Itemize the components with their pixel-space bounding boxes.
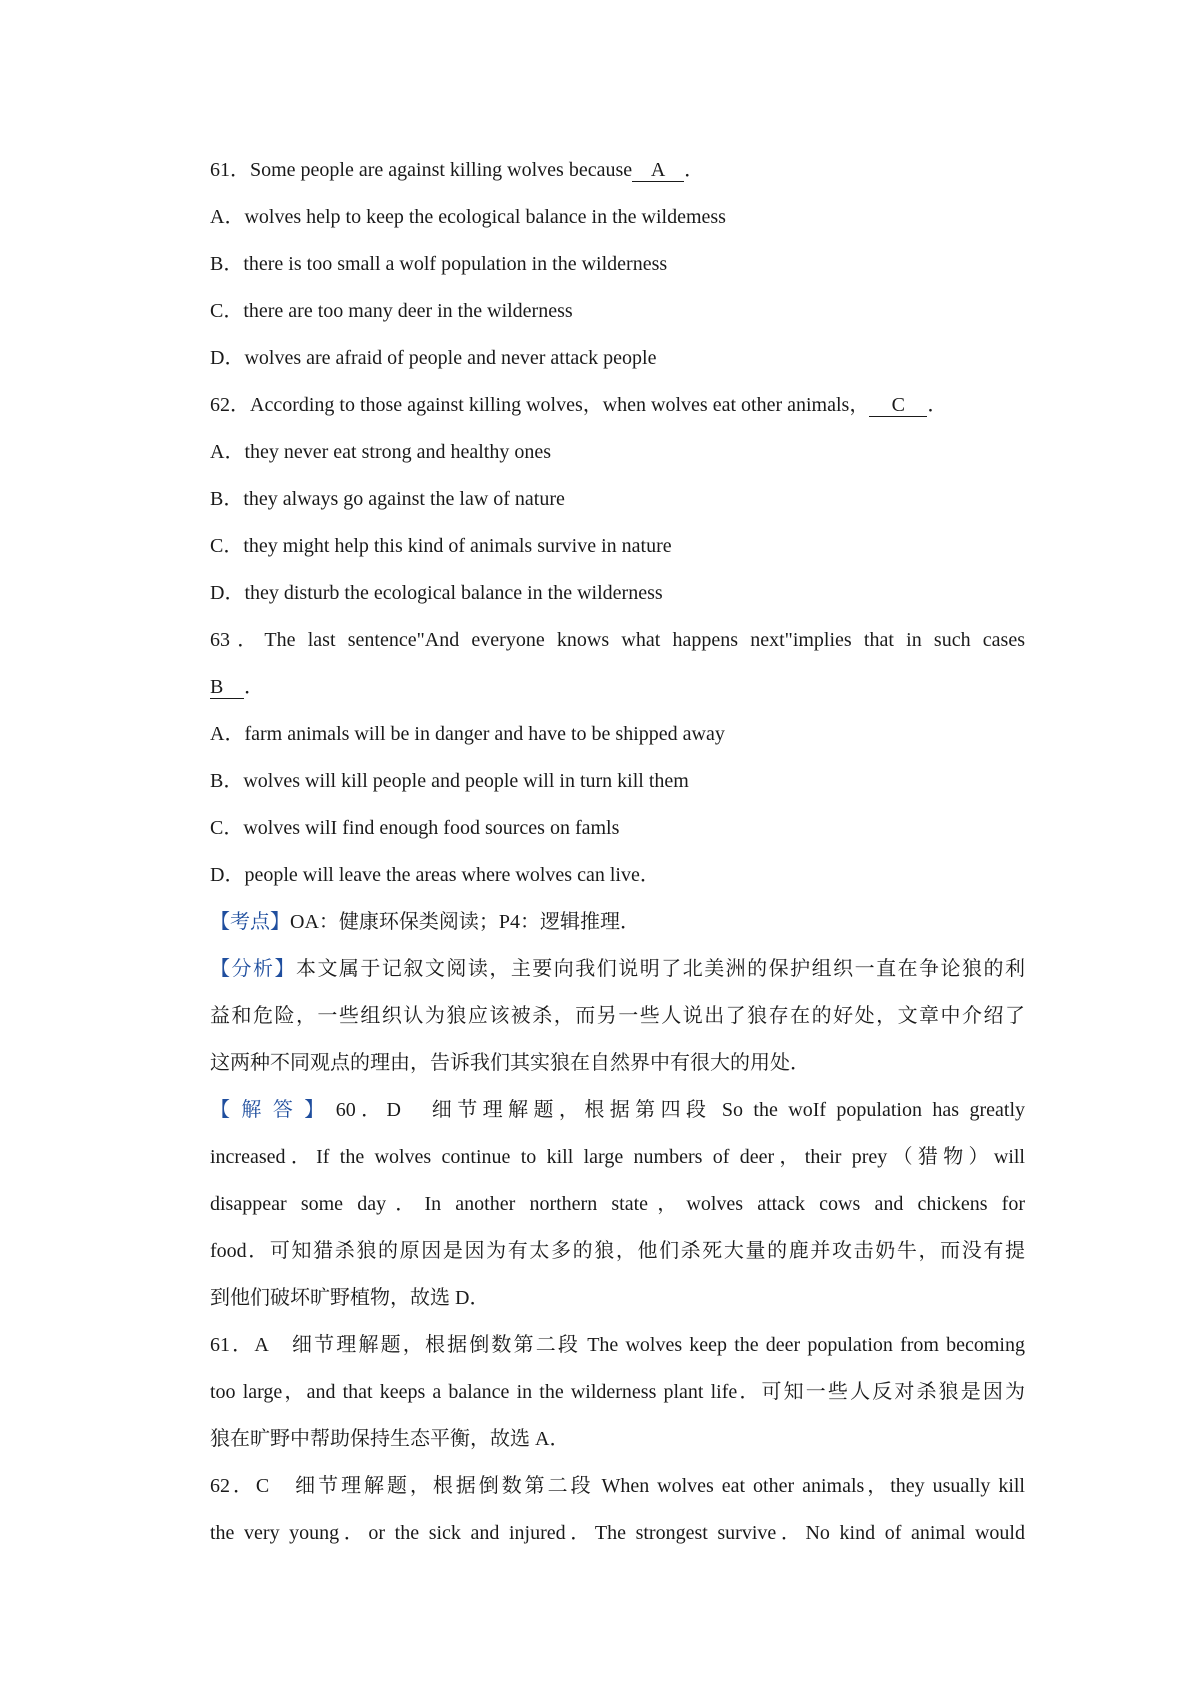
question-63-option-b: B．wolves will kill people and people will in turn kill them	[210, 770, 689, 792]
question-62-end: ．	[927, 394, 948, 416]
fenxi-section	[210, 955, 1025, 983]
answer-60-line-2: increased．If the wolves continue to kill large numbers of deer，their prey（猎物）will	[210, 1146, 1025, 1168]
kaodian-section	[210, 908, 1025, 936]
fenxi-line-2: 益和危险，一些组织认为狼应该被杀，而另一些人说出了狼存在的好处，文章中介绍了	[210, 1005, 1025, 1027]
question-63-option-c: C．wolves wilI find enough food sources on famls	[210, 817, 620, 839]
kaodian-tag: 【考点】	[210, 911, 290, 933]
question-61-option-d: D．wolves are afraid of people and never attack people	[210, 347, 657, 369]
question-61-option-b: B．there is too small a wolf population in the wilderness	[210, 253, 668, 275]
answer-61-line-3: 狼在旷野中帮助保持生态平衡，故选 A．	[210, 1428, 570, 1450]
jieda-tag: 【解答】	[210, 1099, 336, 1121]
question-62-option-b: B．they always go against the law of nature	[210, 488, 565, 510]
question-62-option-c: C．they might help this kind of animals survive in nature	[210, 535, 672, 557]
fenxi-line-1: 本文属于记叙文阅读，主要向我们说明了北美洲的保护组织一直在争论狼的利	[295, 958, 1026, 980]
jieda-section	[210, 1096, 1025, 1124]
question-62-text: 62．According to those against killing wolves，when wolves eat other animals，	[210, 394, 870, 416]
question-61-end: ．	[684, 159, 705, 181]
answer-60-line-4: food．可知猎杀狼的原因是因为有太多的狼，他们杀死大量的鹿并攻击奶牛，而没有提	[210, 1240, 1025, 1262]
question-62-option-d: D．they disturb the ecological balance in the wilderness	[210, 582, 663, 604]
question-63-option-d: D．people will leave the areas where wolves can live．	[210, 864, 660, 886]
question-63-end: ．	[244, 676, 264, 698]
question-63-stem: 63．The last sentence"And everyone knows what happens next"implies that in such cases	[210, 629, 1025, 651]
question-61-option-a: A．wolves help to keep the ecological balance in the wildemess	[210, 206, 726, 228]
question-62-answer-blank: C	[869, 394, 927, 417]
answer-60-line-5: 到他们破坏旷野植物，故选 D．	[210, 1287, 490, 1309]
answer-60-line-3: disappear some day．In another northern state，wolves attack cows and chickens for	[210, 1193, 1025, 1215]
fenxi-tag: 【分析】	[210, 958, 296, 980]
question-63-stem-cont	[210, 673, 1025, 701]
question-61-option-c: C．there are too many deer in the wilderness	[210, 300, 573, 322]
question-63-option-a: A．farm animals will be in danger and have to be shipped away	[210, 723, 725, 745]
answer-61-line-1: 61．A 细节理解题，根据倒数第二段 The wolves keep the deer population from becoming	[210, 1334, 1025, 1356]
answer-62-line-2: the very young．or the sick and injured．The strongest survive．No kind of animal would	[210, 1522, 1025, 1544]
answer-61-line-2: too large，and that keeps a balance in the wilderness plant life．可知一些人反对杀狼是因为	[210, 1381, 1025, 1403]
fenxi-line-3: 这两种不同观点的理由，告诉我们其实狼在自然界中有很大的用处．	[210, 1052, 810, 1074]
question-61-text: 61．Some people are against killing wolves because	[210, 159, 633, 181]
question-62-option-a: A．they never eat strong and healthy ones	[210, 441, 552, 463]
question-63-answer-blank: B	[210, 676, 244, 699]
question-61-answer-blank: A	[632, 159, 684, 182]
question-61-stem	[210, 156, 1025, 184]
answer-60-line-1: 60．D 细节理解题，根据第四段 So the woIf population has greatly	[335, 1099, 1026, 1121]
question-62-stem	[210, 391, 1025, 419]
answer-62-line-1: 62．C 细节理解题，根据倒数第二段 When wolves eat other animals，they usually kill	[210, 1475, 1025, 1497]
kaodian-text: OA：健康环保类阅读；P4：逻辑推理．	[290, 911, 641, 933]
